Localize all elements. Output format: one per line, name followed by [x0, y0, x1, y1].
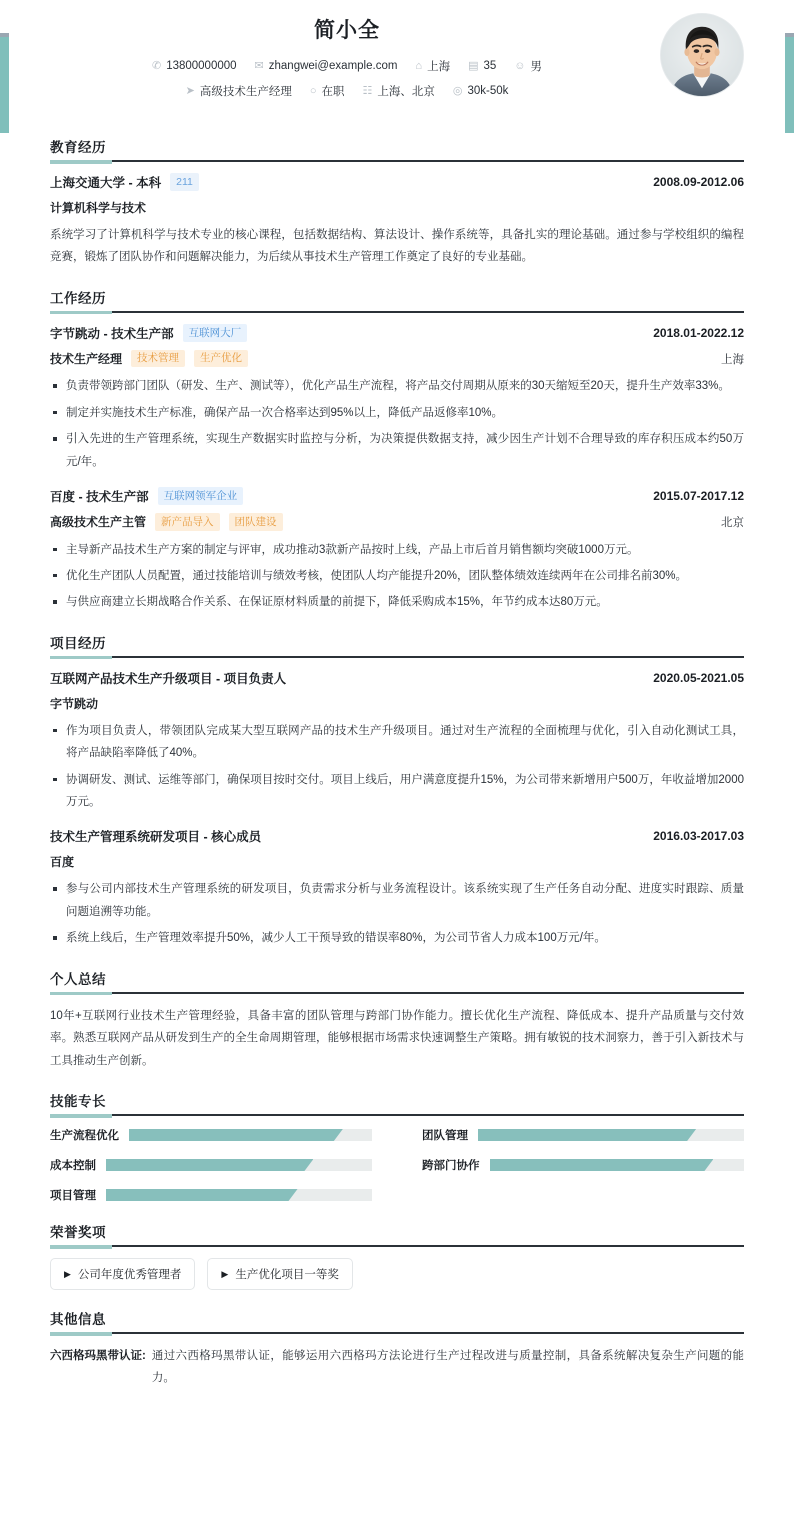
salary-icon: ◎	[452, 84, 463, 97]
section-education	[50, 136, 744, 269]
section-project	[50, 632, 744, 950]
work-bullet: 优化生产团队人员配置，通过技能培训与绩效考核，使团队人均产能提升20%，团队整体绩效连续两年在公司排名前30%。	[50, 565, 744, 587]
desired-position	[186, 83, 292, 99]
section-rule	[50, 311, 744, 313]
work-role-tag: 技术管理	[131, 350, 185, 368]
section-rule	[50, 160, 744, 162]
work-role: 高级技术生产主管	[50, 515, 147, 530]
email-icon: ✉	[254, 59, 264, 72]
job-status-value: 在职	[321, 86, 345, 98]
skill-item	[422, 1157, 744, 1173]
skill-bar-track	[106, 1189, 372, 1201]
job-status	[310, 83, 345, 99]
section-header-skills	[50, 1090, 744, 1116]
desired-city	[362, 83, 434, 99]
work-entry-headline	[50, 487, 744, 505]
award-chip[interactable]	[50, 1258, 195, 1290]
summary-text: 10年+互联网行业技术生产管理经验，具备丰富的团队管理与跨部门协作能力。擅长优化生产流程、降低成本、提升产品质量与交付效率。熟悉互联网产品从研发到生产的全生命周期管理，能够根据市场需求快速调整生产策略。拥有敏锐的技术洞察力，善于引入新技术与工具推动生产创新。	[50, 1009, 744, 1067]
project-bullet: 系统上线后，生产管理效率提升50%，减少人工干预导致的错误率80%，为公司节省人力成本100万元/年。	[50, 927, 744, 949]
section-title-work: 工作经历	[50, 290, 106, 306]
project-entry	[50, 669, 744, 814]
skill-label: 生产流程优化	[50, 1130, 119, 1143]
section-work	[50, 287, 744, 614]
section-accent-underline	[50, 1245, 112, 1249]
section-rule	[50, 1114, 744, 1116]
awards-list	[50, 1258, 744, 1290]
play-triangle-icon: ▶	[64, 1268, 71, 1279]
project-entry	[50, 827, 744, 949]
other-info-item	[50, 1345, 744, 1390]
work-company: 百度 - 技术生产部	[50, 490, 149, 505]
work-bullet-list	[50, 539, 744, 614]
section-awards	[50, 1221, 744, 1290]
contact-phone	[152, 60, 237, 72]
section-title-awards: 荣誉奖项	[50, 1225, 106, 1241]
work-company-tag: 互联网领军企业	[158, 487, 244, 505]
skills-grid	[50, 1127, 744, 1203]
skill-item	[50, 1157, 372, 1173]
project-entry-left	[50, 827, 261, 845]
project-company: 百度	[50, 855, 75, 870]
education-date: 2008.09-2012.06	[653, 175, 744, 189]
work-bullet: 引入先进的生产管理系统，实现生产数据实时监控与分析，为决策提供数据支持，减少因生产计划不合理导致的库存积压成本约50万元/年。	[50, 428, 744, 473]
section-other	[50, 1308, 744, 1390]
work-company-tag: 互联网大厂	[183, 324, 248, 342]
contact-age	[468, 60, 496, 72]
left-accent-rail	[0, 33, 9, 133]
work-role-tag: 团队建设	[229, 513, 283, 531]
work-bullet: 制定并实施技术生产标准，确保产品一次合格率达到95%以上，降低产品返修率10%。	[50, 402, 744, 424]
skill-item	[422, 1127, 744, 1143]
work-entry	[50, 487, 744, 614]
skill-bar-track	[106, 1159, 372, 1171]
work-location: 北京	[721, 516, 744, 529]
work-entry-left	[50, 487, 243, 505]
skill-bar-fill	[106, 1159, 313, 1171]
id-card-icon: ▤	[468, 59, 479, 72]
work-entry-roleline	[50, 513, 744, 531]
section-rule	[50, 1245, 744, 1247]
section-rule	[50, 656, 744, 658]
section-title-other: 其他信息	[50, 1312, 106, 1328]
avatar	[660, 13, 744, 97]
section-title-skills: 技能专长	[50, 1094, 106, 1110]
skill-bar-fill	[106, 1189, 298, 1201]
award-chip[interactable]	[207, 1258, 352, 1290]
section-accent-underline	[50, 992, 112, 996]
education-major: 计算机科学与技术	[50, 201, 147, 215]
education-entry	[50, 173, 744, 269]
status-icon: ○	[309, 84, 317, 97]
project-bullet-list	[50, 720, 744, 814]
desired-position-value: 高级技术生产经理	[199, 86, 292, 98]
skill-bar-track	[478, 1129, 744, 1141]
section-skills	[50, 1090, 744, 1203]
position-icon: ➤	[185, 84, 195, 97]
home-icon: ⌂	[415, 59, 423, 72]
education-entry-headline	[50, 173, 744, 191]
skill-item	[50, 1127, 372, 1143]
left-accent-rail-cap	[0, 33, 9, 37]
skill-bar-track	[129, 1129, 372, 1141]
project-entry-left	[50, 669, 286, 687]
work-bullet: 与供应商建立长期战略合作关系、在保证原材料质量的前提下，降低采购成本15%，年节约成本达80万元。	[50, 591, 744, 613]
work-date: 2018.01-2022.12	[653, 325, 744, 340]
skill-bar-fill	[478, 1129, 696, 1141]
work-role: 技术生产经理	[50, 352, 123, 367]
award-label: 公司年度优秀管理者	[77, 1269, 182, 1282]
section-summary	[50, 968, 744, 1072]
education-description: 系统学习了计算机科学与技术专业的核心课程，包括数据结构、算法设计、操作系统等，具备扎实的理论基础。通过参与学校组织的编程竞赛，锻炼了团队协作和问题解决能力，为后续从事技术生产管理工作奠定了良好的专业基础。	[50, 229, 744, 264]
project-bullet: 作为项目负责人，带领团队完成某大型互联网产品的技术生产升级项目。通过对生产流程的全面梳理与优化，引入自动化测试工具，将产品缺陷率降低了40%。	[50, 720, 744, 765]
contact-city	[415, 58, 450, 74]
project-entry-headline	[50, 669, 744, 687]
education-school: 上海交通大学 - 本科	[50, 176, 162, 190]
work-entry	[50, 324, 744, 473]
section-accent-underline	[50, 656, 112, 660]
skill-bar-fill	[490, 1159, 714, 1171]
phone-icon: ✆	[151, 59, 162, 72]
project-name: 技术生产管理系统研发项目 - 核心成员	[50, 830, 262, 845]
work-date: 2015.07-2017.12	[653, 489, 744, 504]
right-accent-rail	[785, 33, 794, 133]
avatar-photo	[661, 14, 743, 96]
contact-age-value: 35	[483, 60, 497, 72]
education-badge-211: 211	[170, 173, 199, 191]
candidate-name: 简小全	[314, 19, 380, 42]
section-header-summary	[50, 968, 744, 994]
work-bullet: 负责带领跨部门团队（研发、生产、测试等），优化产品生产流程，将产品交付周期从原来的30天缩短至20天，提升生产效率33%。	[50, 375, 744, 397]
skill-label: 成本控制	[50, 1160, 96, 1173]
work-location: 上海	[721, 353, 744, 366]
work-bullet-list	[50, 375, 744, 473]
contact-gender-value: 男	[530, 61, 543, 73]
section-rule	[50, 1332, 744, 1334]
skill-bar-track	[490, 1159, 745, 1171]
contact-gender	[514, 58, 542, 74]
project-bullet-list	[50, 878, 744, 949]
contact-email-value: zhangwei@example.com	[268, 60, 398, 72]
skill-label: 跨部门协作	[422, 1160, 480, 1173]
project-entry-headline	[50, 827, 744, 845]
project-date: 2016.03-2017.03	[653, 829, 744, 844]
skill-label: 项目管理	[50, 1190, 96, 1203]
work-entry-headline	[50, 324, 744, 342]
section-title-project: 项目经历	[50, 635, 106, 651]
section-header-other	[50, 1308, 744, 1334]
section-header-work	[50, 287, 744, 313]
work-entry-left	[50, 324, 247, 342]
section-rule	[50, 992, 744, 994]
section-accent-underline	[50, 311, 112, 315]
gender-icon: ☺	[514, 59, 526, 72]
project-bullet: 协调研发、测试、运维等部门，确保项目按时交付。项目上线后，用户满意度提升15%，为公司带来新增用户500万，年收益增加2000万元。	[50, 769, 744, 814]
contact-row-primary	[50, 58, 744, 74]
skill-label: 团队管理	[422, 1130, 468, 1143]
section-header-education	[50, 136, 744, 162]
work-role-left	[50, 513, 283, 531]
work-role-tag: 新产品导入	[155, 513, 220, 531]
contact-row-secondary	[50, 83, 744, 99]
work-bullet: 主导新产品技术生产方案的制定与评审，成功推动3款新产品按时上线，产品上市后首月销售额均突破1000万元。	[50, 539, 744, 561]
section-title-education: 教育经历	[50, 140, 106, 155]
work-company: 字节跳动 - 技术生产部	[50, 326, 174, 341]
skill-bar-fill	[129, 1129, 343, 1141]
contact-phone-value: 13800000000	[166, 60, 237, 72]
work-role-left	[50, 350, 248, 368]
project-date: 2020.05-2021.05	[653, 670, 744, 685]
right-accent-rail-cap	[785, 33, 794, 37]
city-icon: ☷	[362, 84, 373, 97]
education-entry-left	[50, 173, 199, 191]
award-label: 生产优化项目一等奖	[235, 1269, 339, 1282]
work-role-tag: 生产优化	[194, 350, 248, 368]
other-info-text: 通过六西格玛黑带认证，能够运用六西格玛方法论进行生产过程改进与质量控制，具备系统解决复杂生产问题的能力。	[151, 1350, 744, 1385]
desired-salary	[453, 85, 509, 97]
contact-city-value: 上海	[427, 61, 451, 73]
work-entry-roleline	[50, 350, 744, 368]
desired-salary-value: 30k-50k	[467, 85, 509, 97]
section-accent-underline	[50, 1332, 112, 1336]
section-title-summary: 个人总结	[50, 971, 106, 987]
project-name: 互联网产品技术生产升级项目 - 项目负责人	[50, 671, 287, 686]
resume-header	[50, 0, 744, 118]
play-triangle-icon: ▶	[221, 1268, 229, 1279]
contact-email	[255, 60, 398, 72]
section-accent-underline	[50, 160, 112, 164]
project-company: 字节跳动	[50, 696, 99, 711]
section-accent-underline	[50, 1114, 112, 1118]
section-header-awards	[50, 1221, 744, 1247]
desired-city-value: 上海、北京	[377, 86, 435, 98]
project-bullet: 参与公司内部技术生产管理系统的研发项目，负责需求分析与业务流程设计。该系统实现了生产任务自动分配、进度实时跟踪、质量问题追溯等功能。	[50, 878, 744, 923]
section-header-project	[50, 632, 744, 658]
other-info-label: 六西格玛黑带认证:	[50, 1350, 146, 1363]
skill-item	[50, 1187, 372, 1203]
